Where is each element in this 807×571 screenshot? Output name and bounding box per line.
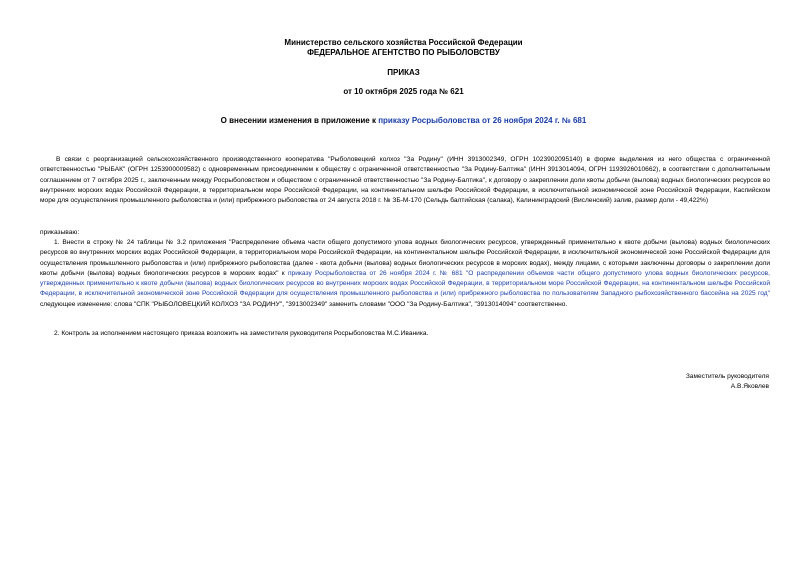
referenced-order-link[interactable]: приказу Росрыболовства от 26 ноября 2024 г. № 681 <box>378 116 587 125</box>
document-title-text: О внесении изменения в приложение к <box>220 116 379 125</box>
preamble-text: В связи с реорганизацией сельскохозяйственного производственного кооператива "Рыболовецкий колхоз "За Родину" (ИНН 3913002349, ОГРН 1023902095140) в форме выделения из него общества с ограниченной ответственностью "РЫБАК" (ОГРН 1253900009582) с одновременным присоединением к обществу с ограниченной ответственностью "За Родину-Балтика" (ИНН 3913014094, ОГРН 1193926010662), в соответствии с дополнительным соглашением от 7 октября 2025 г., заключенным между Росрыболовством и обществом с ограниченной ответственностью "За Родину-Балтика", к договору о закреплении доли квоты добычи (вылова) водных биологических ресурсов во внутренних морских водах Российской Федерации, в территориальном море Российской Федерации, на континентальном шельфе Российской Федерации, в исключительной экономической зоне Российской Федерации, Каспийском море для осуществления промышленного рыболовства и (или) прибрежного рыболовства от 24 августа 2018 г. № ЗБ-М-170 (Сельдь балтийская (салака), Калининградский (Висленский) залив, размер доли - 49,422%) <box>40 156 770 205</box>
signature-position: Заместитель руководителя <box>685 373 769 380</box>
item-1-change-text: следующее изменение: слова "СПК "РЫБОЛОВЕЦКИЙ КОЛХОЗ "ЗА РОДИНУ", "3913002349" заменить словами "ООО "За Родину-Балтика", "3913014094" соответственно. <box>40 300 568 308</box>
item-1-text: 1. Внести в строку № 24 таблицы № 3.2 приложения "Распределение объема части общего допустимого улова водных биологических ресурсов, утвержденный применительно к квоте добычи (вылова) водных биологических ресурсов во внутренних морских водах Российской Федерации, в территориальном море Российской Федерации, на континентальном шельфе Российской Федерации, в исключительной экономической зоне Российской Федерации для осуществления промышленного рыболовства и (или) прибрежного рыболовства (далее - квота добычи (вылова) водных биологических ресурсов в морских водах), между лицами, с которыми заключены договоры о закреплении доли квоты добычи (вылова) водных биологических ресурсов в морских водах" к <box>40 239 770 277</box>
agency-name: ФЕДЕРАЛЬНОЕ АГЕНТСТВО ПО РЫБОЛОВСТВУ <box>307 48 500 57</box>
signature-name: А.В.Яковлев <box>730 383 769 390</box>
preamble-paragraph <box>40 155 770 206</box>
document-type: ПРИКАЗ <box>387 68 420 77</box>
document-title <box>0 116 807 126</box>
item-1-paragraph <box>40 238 770 310</box>
order-word-text: приказываю: <box>40 229 80 236</box>
order-word <box>40 228 770 238</box>
item-2-text: 2. Контроль за исполнением настоящего приказа возложить на заместителя руководителя Росрыболовства М.С.Иваника. <box>54 330 429 337</box>
item-2-paragraph <box>40 329 770 339</box>
document-date-number: от 10 октября 2025 года № 621 <box>343 87 464 96</box>
ministry-name: Министерство сельского хозяйства Российской Федерации <box>284 38 523 47</box>
item-1-order-link[interactable]: приказу Росрыболовства от 26 ноября 2024 г. № 681 "О распределении объемов части общего допустимого улова водных биологических ресурсов, утвержденных применительно к квоте добычи (вылова) водных биологических ресурсов во внутренних морских водах Российской Федерации, в территориальном море Российской Федерации, на континентальном шельфе Российской Федерации, в исключительной экономической зоне Российской Федерации для осуществления промышленного рыболовства и (или) прибрежного рыболовства по пользователям Западного рыбохозяйственного бассейна на 2025 год" <box>40 269 770 298</box>
